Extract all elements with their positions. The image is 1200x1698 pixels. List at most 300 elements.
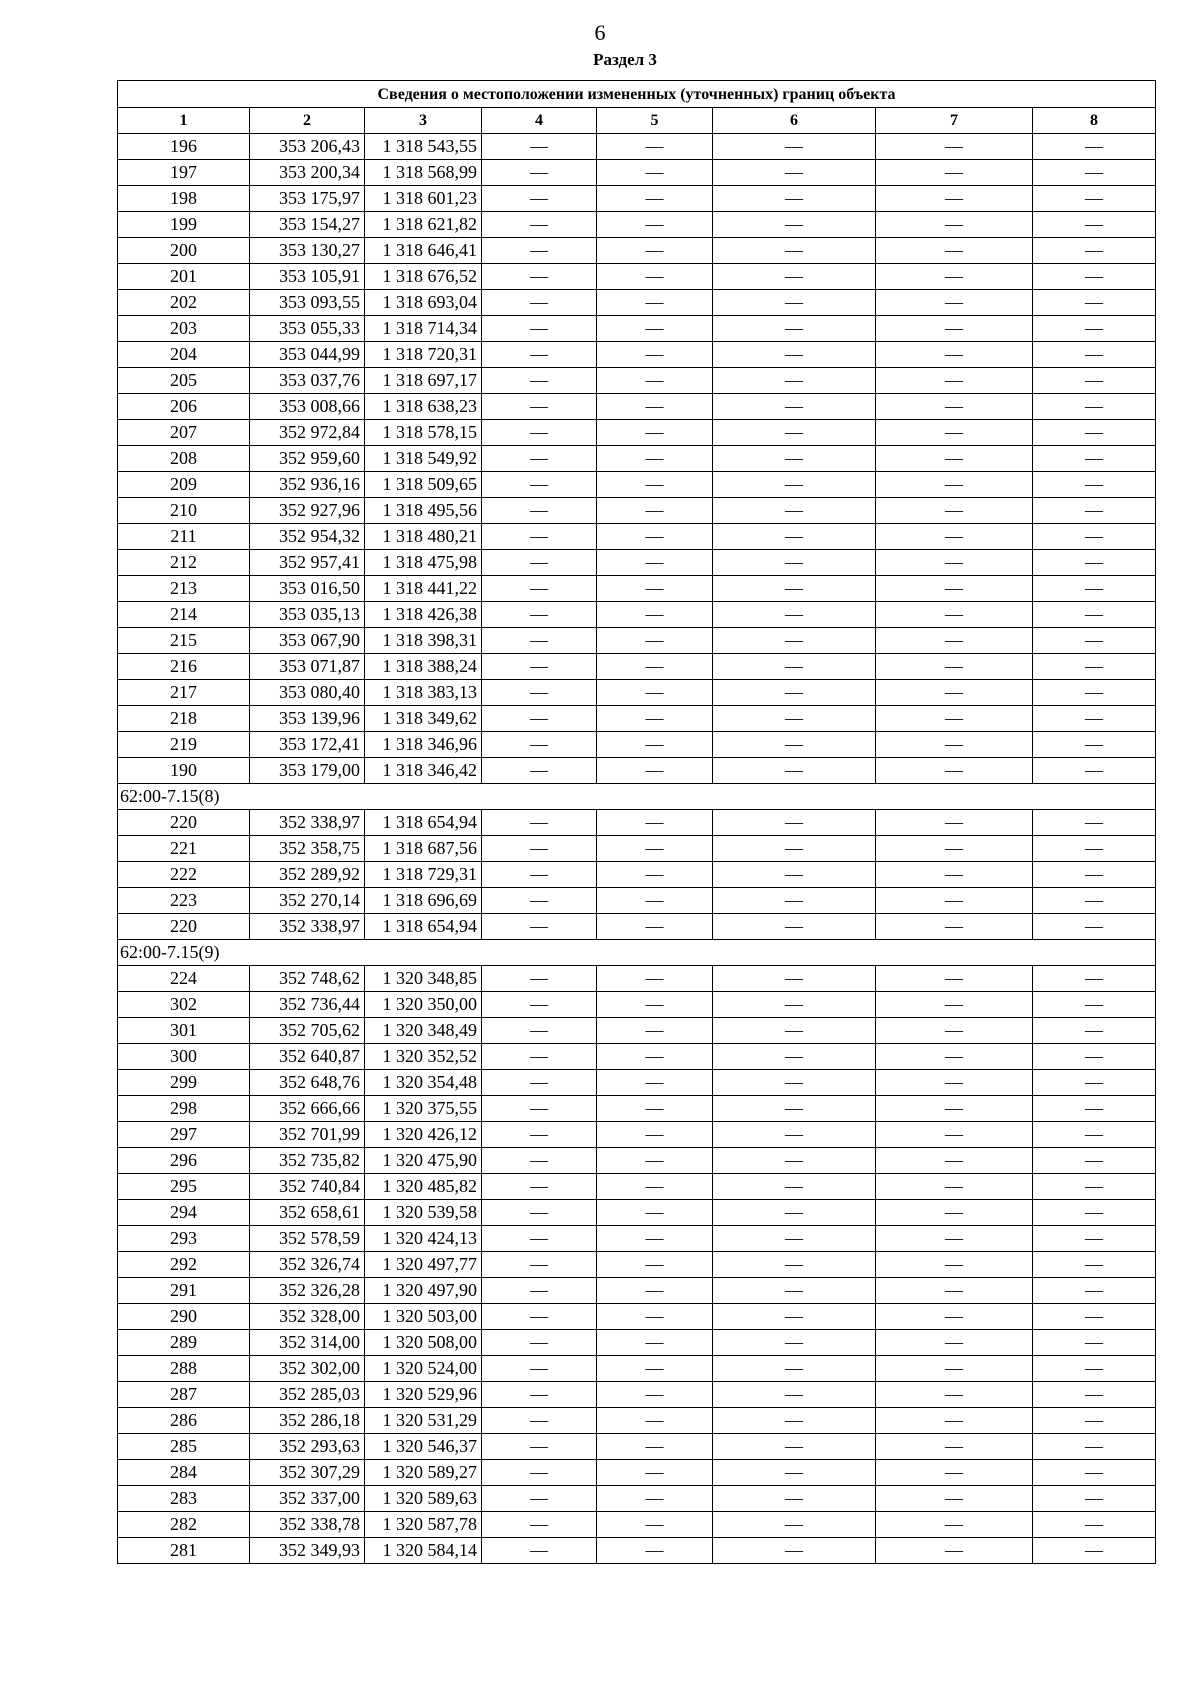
x-coordinate-cell: 353 154,27 xyxy=(250,212,365,238)
empty-value-cell: — xyxy=(876,550,1033,576)
y-coordinate-cell: 1 320 497,77 xyxy=(365,1252,482,1278)
empty-value-cell: — xyxy=(482,706,597,732)
empty-value-cell: — xyxy=(597,1226,713,1252)
point-number-cell: 292 xyxy=(118,1252,250,1278)
group-label: 62:00-7.15(8) xyxy=(118,784,1156,810)
empty-value-cell: — xyxy=(876,446,1033,472)
point-number-cell: 223 xyxy=(118,888,250,914)
empty-value-cell: — xyxy=(1033,732,1156,758)
y-coordinate-cell: 1 320 424,13 xyxy=(365,1226,482,1252)
empty-value-cell: — xyxy=(876,758,1033,784)
empty-value-cell: — xyxy=(876,1122,1033,1148)
point-number-cell: 283 xyxy=(118,1486,250,1512)
y-coordinate-cell: 1 320 589,27 xyxy=(365,1460,482,1486)
empty-value-cell: — xyxy=(597,654,713,680)
y-coordinate-cell: 1 318 543,55 xyxy=(365,134,482,160)
empty-value-cell: — xyxy=(597,1356,713,1382)
empty-value-cell: — xyxy=(876,810,1033,836)
x-coordinate-cell: 352 270,14 xyxy=(250,888,365,914)
table-row xyxy=(118,1044,1156,1070)
empty-value-cell: — xyxy=(597,758,713,784)
point-number-cell: 290 xyxy=(118,1304,250,1330)
x-coordinate-cell: 353 093,55 xyxy=(250,290,365,316)
empty-value-cell: — xyxy=(482,498,597,524)
empty-value-cell: — xyxy=(713,1070,876,1096)
x-coordinate-cell: 353 071,87 xyxy=(250,654,365,680)
empty-value-cell: — xyxy=(876,524,1033,550)
y-coordinate-cell: 1 318 696,69 xyxy=(365,888,482,914)
empty-value-cell: — xyxy=(713,368,876,394)
y-coordinate-cell: 1 320 375,55 xyxy=(365,1096,482,1122)
y-coordinate-cell: 1 320 584,14 xyxy=(365,1538,482,1564)
table-row xyxy=(118,810,1156,836)
y-coordinate-cell: 1 318 568,99 xyxy=(365,160,482,186)
empty-value-cell: — xyxy=(876,1252,1033,1278)
table-row xyxy=(118,368,1156,394)
empty-value-cell: — xyxy=(482,888,597,914)
x-coordinate-cell: 352 285,03 xyxy=(250,1382,365,1408)
x-coordinate-cell: 352 302,00 xyxy=(250,1356,365,1382)
empty-value-cell: — xyxy=(597,498,713,524)
empty-value-cell: — xyxy=(713,1434,876,1460)
empty-value-cell: — xyxy=(713,758,876,784)
empty-value-cell: — xyxy=(597,1382,713,1408)
y-coordinate-cell: 1 318 693,04 xyxy=(365,290,482,316)
column-header: 6 xyxy=(713,108,876,134)
empty-value-cell: — xyxy=(597,524,713,550)
table-row xyxy=(118,914,1156,940)
empty-value-cell: — xyxy=(1033,1330,1156,1356)
table-row xyxy=(118,758,1156,784)
x-coordinate-cell: 352 972,84 xyxy=(250,420,365,446)
empty-value-cell: — xyxy=(876,1486,1033,1512)
empty-value-cell: — xyxy=(597,1148,713,1174)
empty-value-cell: — xyxy=(876,1018,1033,1044)
empty-value-cell: — xyxy=(482,914,597,940)
empty-value-cell: — xyxy=(597,394,713,420)
empty-value-cell: — xyxy=(482,1226,597,1252)
empty-value-cell: — xyxy=(597,186,713,212)
empty-value-cell: — xyxy=(597,836,713,862)
empty-value-cell: — xyxy=(713,472,876,498)
y-coordinate-cell: 1 320 354,48 xyxy=(365,1070,482,1096)
empty-value-cell: — xyxy=(482,524,597,550)
empty-value-cell: — xyxy=(876,1382,1033,1408)
table-row xyxy=(118,212,1156,238)
section-title: Раздел 3 xyxy=(593,50,657,69)
y-coordinate-cell: 1 318 349,62 xyxy=(365,706,482,732)
x-coordinate-cell: 353 035,13 xyxy=(250,602,365,628)
empty-value-cell: — xyxy=(876,966,1033,992)
empty-value-cell: — xyxy=(1033,264,1156,290)
point-number-cell: 302 xyxy=(118,992,250,1018)
empty-value-cell: — xyxy=(482,446,597,472)
empty-value-cell: — xyxy=(1033,810,1156,836)
empty-value-cell: — xyxy=(482,836,597,862)
table-row xyxy=(118,680,1156,706)
empty-value-cell: — xyxy=(713,914,876,940)
empty-value-cell: — xyxy=(876,264,1033,290)
y-coordinate-cell: 1 320 589,63 xyxy=(365,1486,482,1512)
empty-value-cell: — xyxy=(597,420,713,446)
table-row xyxy=(118,602,1156,628)
empty-value-cell: — xyxy=(482,862,597,888)
empty-value-cell: — xyxy=(713,420,876,446)
empty-value-cell: — xyxy=(713,134,876,160)
table-row xyxy=(118,524,1156,550)
empty-value-cell: — xyxy=(482,1096,597,1122)
empty-value-cell: — xyxy=(1033,628,1156,654)
table-row xyxy=(118,160,1156,186)
point-number-cell: 209 xyxy=(118,472,250,498)
x-coordinate-cell: 352 307,29 xyxy=(250,1460,365,1486)
y-coordinate-cell: 1 318 621,82 xyxy=(365,212,482,238)
y-coordinate-cell: 1 320 503,00 xyxy=(365,1304,482,1330)
y-coordinate-cell: 1 318 654,94 xyxy=(365,810,482,836)
x-coordinate-cell: 352 338,97 xyxy=(250,914,365,940)
table-row xyxy=(118,732,1156,758)
empty-value-cell: — xyxy=(713,992,876,1018)
empty-value-cell: — xyxy=(482,1200,597,1226)
x-coordinate-cell: 352 338,97 xyxy=(250,810,365,836)
empty-value-cell: — xyxy=(713,1226,876,1252)
x-coordinate-cell: 352 293,63 xyxy=(250,1434,365,1460)
y-coordinate-cell: 1 320 531,29 xyxy=(365,1408,482,1434)
empty-value-cell: — xyxy=(597,316,713,342)
empty-value-cell: — xyxy=(597,1434,713,1460)
empty-value-cell: — xyxy=(713,212,876,238)
x-coordinate-cell: 352 338,78 xyxy=(250,1512,365,1538)
empty-value-cell: — xyxy=(597,1512,713,1538)
empty-value-cell: — xyxy=(876,212,1033,238)
y-coordinate-cell: 1 320 529,96 xyxy=(365,1382,482,1408)
empty-value-cell: — xyxy=(1033,992,1156,1018)
empty-value-cell: — xyxy=(1033,186,1156,212)
empty-value-cell: — xyxy=(1033,290,1156,316)
empty-value-cell: — xyxy=(482,1174,597,1200)
empty-value-cell: — xyxy=(713,1356,876,1382)
empty-value-cell: — xyxy=(1033,654,1156,680)
empty-value-cell: — xyxy=(597,1200,713,1226)
empty-value-cell: — xyxy=(876,1278,1033,1304)
empty-value-cell: — xyxy=(1033,602,1156,628)
point-number-cell: 199 xyxy=(118,212,250,238)
point-number-cell: 202 xyxy=(118,290,250,316)
empty-value-cell: — xyxy=(713,1096,876,1122)
empty-value-cell: — xyxy=(876,472,1033,498)
empty-value-cell: — xyxy=(713,966,876,992)
column-header-row xyxy=(118,108,1156,134)
empty-value-cell: — xyxy=(1033,1174,1156,1200)
y-coordinate-cell: 1 320 475,90 xyxy=(365,1148,482,1174)
y-coordinate-cell: 1 320 587,78 xyxy=(365,1512,482,1538)
empty-value-cell: — xyxy=(876,420,1033,446)
point-number-cell: 299 xyxy=(118,1070,250,1096)
table-row xyxy=(118,316,1156,342)
table-row xyxy=(118,134,1156,160)
empty-value-cell: — xyxy=(1033,1408,1156,1434)
empty-value-cell: — xyxy=(876,134,1033,160)
empty-value-cell: — xyxy=(597,160,713,186)
empty-value-cell: — xyxy=(1033,472,1156,498)
empty-value-cell: — xyxy=(1033,1018,1156,1044)
empty-value-cell: — xyxy=(1033,862,1156,888)
point-number-cell: 295 xyxy=(118,1174,250,1200)
y-coordinate-cell: 1 318 646,41 xyxy=(365,238,482,264)
empty-value-cell: — xyxy=(876,1434,1033,1460)
empty-value-cell: — xyxy=(1033,1122,1156,1148)
empty-value-cell: — xyxy=(482,394,597,420)
empty-value-cell: — xyxy=(713,1044,876,1070)
empty-value-cell: — xyxy=(876,1304,1033,1330)
point-number-cell: 222 xyxy=(118,862,250,888)
x-coordinate-cell: 352 936,16 xyxy=(250,472,365,498)
empty-value-cell: — xyxy=(597,1278,713,1304)
empty-value-cell: — xyxy=(597,810,713,836)
empty-value-cell: — xyxy=(876,888,1033,914)
empty-value-cell: — xyxy=(876,602,1033,628)
table-row xyxy=(118,576,1156,602)
table-row xyxy=(118,1330,1156,1356)
empty-value-cell: — xyxy=(1033,1252,1156,1278)
point-number-cell: 206 xyxy=(118,394,250,420)
point-number-cell: 203 xyxy=(118,316,250,342)
empty-value-cell: — xyxy=(482,966,597,992)
point-number-cell: 300 xyxy=(118,1044,250,1070)
empty-value-cell: — xyxy=(1033,524,1156,550)
table-row xyxy=(118,264,1156,290)
empty-value-cell: — xyxy=(482,602,597,628)
empty-value-cell: — xyxy=(876,1200,1033,1226)
point-number-cell: 217 xyxy=(118,680,250,706)
y-coordinate-cell: 1 318 480,21 xyxy=(365,524,482,550)
x-coordinate-cell: 352 959,60 xyxy=(250,446,365,472)
empty-value-cell: — xyxy=(876,680,1033,706)
x-coordinate-cell: 353 044,99 xyxy=(250,342,365,368)
empty-value-cell: — xyxy=(1033,1044,1156,1070)
empty-value-cell: — xyxy=(876,160,1033,186)
empty-value-cell: — xyxy=(1033,368,1156,394)
group-header-row xyxy=(118,940,1156,966)
x-coordinate-cell: 352 701,99 xyxy=(250,1122,365,1148)
table-row xyxy=(118,1382,1156,1408)
empty-value-cell: — xyxy=(597,862,713,888)
point-number-cell: 286 xyxy=(118,1408,250,1434)
empty-value-cell: — xyxy=(713,810,876,836)
empty-value-cell: — xyxy=(597,576,713,602)
empty-value-cell: — xyxy=(713,290,876,316)
y-coordinate-cell: 1 318 720,31 xyxy=(365,342,482,368)
empty-value-cell: — xyxy=(713,264,876,290)
empty-value-cell: — xyxy=(876,1538,1033,1564)
x-coordinate-cell: 352 337,00 xyxy=(250,1486,365,1512)
table-row xyxy=(118,966,1156,992)
empty-value-cell: — xyxy=(597,1304,713,1330)
table-row xyxy=(118,654,1156,680)
empty-value-cell: — xyxy=(1033,160,1156,186)
x-coordinate-cell: 352 328,00 xyxy=(250,1304,365,1330)
point-number-cell: 281 xyxy=(118,1538,250,1564)
column-header: 8 xyxy=(1033,108,1156,134)
x-coordinate-cell: 352 666,66 xyxy=(250,1096,365,1122)
empty-value-cell: — xyxy=(713,680,876,706)
table-row xyxy=(118,1460,1156,1486)
empty-value-cell: — xyxy=(482,732,597,758)
table-row xyxy=(118,1278,1156,1304)
column-header: 4 xyxy=(482,108,597,134)
table-row xyxy=(118,1356,1156,1382)
y-coordinate-cell: 1 318 346,96 xyxy=(365,732,482,758)
point-number-cell: 204 xyxy=(118,342,250,368)
empty-value-cell: — xyxy=(597,368,713,394)
empty-value-cell: — xyxy=(876,1096,1033,1122)
x-coordinate-cell: 352 578,59 xyxy=(250,1226,365,1252)
point-number-cell: 293 xyxy=(118,1226,250,1252)
empty-value-cell: — xyxy=(713,1278,876,1304)
x-coordinate-cell: 353 016,50 xyxy=(250,576,365,602)
x-coordinate-cell: 353 172,41 xyxy=(250,732,365,758)
empty-value-cell: — xyxy=(482,1070,597,1096)
y-coordinate-cell: 1 318 638,23 xyxy=(365,394,482,420)
empty-value-cell: — xyxy=(876,1460,1033,1486)
x-coordinate-cell: 353 139,96 xyxy=(250,706,365,732)
empty-value-cell: — xyxy=(597,264,713,290)
x-coordinate-cell: 353 179,00 xyxy=(250,758,365,784)
empty-value-cell: — xyxy=(876,342,1033,368)
empty-value-cell: — xyxy=(713,1252,876,1278)
table-row xyxy=(118,1434,1156,1460)
empty-value-cell: — xyxy=(876,914,1033,940)
empty-value-cell: — xyxy=(876,368,1033,394)
empty-value-cell: — xyxy=(482,576,597,602)
empty-value-cell: — xyxy=(1033,1434,1156,1460)
empty-value-cell: — xyxy=(482,1382,597,1408)
empty-value-cell: — xyxy=(1033,706,1156,732)
y-coordinate-cell: 1 318 687,56 xyxy=(365,836,482,862)
table-row xyxy=(118,1538,1156,1564)
x-coordinate-cell: 352 705,62 xyxy=(250,1018,365,1044)
table-row xyxy=(118,1200,1156,1226)
point-number-cell: 207 xyxy=(118,420,250,446)
empty-value-cell: — xyxy=(876,992,1033,1018)
empty-value-cell: — xyxy=(876,732,1033,758)
empty-value-cell: — xyxy=(713,1174,876,1200)
empty-value-cell: — xyxy=(482,212,597,238)
point-number-cell: 297 xyxy=(118,1122,250,1148)
empty-value-cell: — xyxy=(597,1096,713,1122)
empty-value-cell: — xyxy=(597,1486,713,1512)
empty-value-cell: — xyxy=(713,1486,876,1512)
x-coordinate-cell: 353 067,90 xyxy=(250,628,365,654)
group-label: 62:00-7.15(9) xyxy=(118,940,1156,966)
x-coordinate-cell: 353 206,43 xyxy=(250,134,365,160)
empty-value-cell: — xyxy=(597,342,713,368)
y-coordinate-cell: 1 318 509,65 xyxy=(365,472,482,498)
x-coordinate-cell: 353 080,40 xyxy=(250,680,365,706)
empty-value-cell: — xyxy=(876,186,1033,212)
empty-value-cell: — xyxy=(713,1538,876,1564)
point-number-cell: 301 xyxy=(118,1018,250,1044)
empty-value-cell: — xyxy=(597,1538,713,1564)
y-coordinate-cell: 1 318 578,15 xyxy=(365,420,482,446)
empty-value-cell: — xyxy=(482,550,597,576)
empty-value-cell: — xyxy=(1033,1200,1156,1226)
x-coordinate-cell: 352 740,84 xyxy=(250,1174,365,1200)
empty-value-cell: — xyxy=(482,680,597,706)
empty-value-cell: — xyxy=(876,394,1033,420)
empty-value-cell: — xyxy=(713,342,876,368)
empty-value-cell: — xyxy=(876,1174,1033,1200)
x-coordinate-cell: 353 105,91 xyxy=(250,264,365,290)
empty-value-cell: — xyxy=(482,134,597,160)
empty-value-cell: — xyxy=(1033,420,1156,446)
empty-value-cell: — xyxy=(1033,212,1156,238)
x-coordinate-cell: 353 175,97 xyxy=(250,186,365,212)
y-coordinate-cell: 1 318 714,34 xyxy=(365,316,482,342)
empty-value-cell: — xyxy=(1033,446,1156,472)
empty-value-cell: — xyxy=(482,628,597,654)
y-coordinate-cell: 1 320 497,90 xyxy=(365,1278,482,1304)
empty-value-cell: — xyxy=(1033,966,1156,992)
table-row xyxy=(118,1122,1156,1148)
y-coordinate-cell: 1 320 539,58 xyxy=(365,1200,482,1226)
empty-value-cell: — xyxy=(597,602,713,628)
table-row xyxy=(118,342,1156,368)
empty-value-cell: — xyxy=(713,628,876,654)
empty-value-cell: — xyxy=(482,1408,597,1434)
empty-value-cell: — xyxy=(713,316,876,342)
empty-value-cell: — xyxy=(482,316,597,342)
point-number-cell: 218 xyxy=(118,706,250,732)
x-coordinate-cell: 352 358,75 xyxy=(250,836,365,862)
empty-value-cell: — xyxy=(482,238,597,264)
table-row xyxy=(118,992,1156,1018)
empty-value-cell: — xyxy=(597,1460,713,1486)
empty-value-cell: — xyxy=(713,238,876,264)
y-coordinate-cell: 1 318 441,22 xyxy=(365,576,482,602)
page-number: 6 xyxy=(594,20,606,45)
empty-value-cell: — xyxy=(713,1382,876,1408)
y-coordinate-cell: 1 318 475,98 xyxy=(365,550,482,576)
table-row xyxy=(118,290,1156,316)
empty-value-cell: — xyxy=(876,1356,1033,1382)
table-row xyxy=(118,1252,1156,1278)
empty-value-cell: — xyxy=(482,472,597,498)
empty-value-cell: — xyxy=(713,160,876,186)
empty-value-cell: — xyxy=(1033,316,1156,342)
empty-value-cell: — xyxy=(876,498,1033,524)
table-row xyxy=(118,1018,1156,1044)
empty-value-cell: — xyxy=(482,1434,597,1460)
empty-value-cell: — xyxy=(482,992,597,1018)
point-number-cell: 296 xyxy=(118,1148,250,1174)
empty-value-cell: — xyxy=(597,1174,713,1200)
point-number-cell: 208 xyxy=(118,446,250,472)
empty-value-cell: — xyxy=(597,1044,713,1070)
table-row xyxy=(118,1226,1156,1252)
empty-value-cell: — xyxy=(1033,1096,1156,1122)
empty-value-cell: — xyxy=(1033,758,1156,784)
table-row xyxy=(118,1174,1156,1200)
empty-value-cell: — xyxy=(876,862,1033,888)
x-coordinate-cell: 352 927,96 xyxy=(250,498,365,524)
table-row xyxy=(118,498,1156,524)
empty-value-cell: — xyxy=(713,1460,876,1486)
table-row xyxy=(118,550,1156,576)
table-row xyxy=(118,1408,1156,1434)
empty-value-cell: — xyxy=(713,1512,876,1538)
empty-value-cell: — xyxy=(876,1148,1033,1174)
